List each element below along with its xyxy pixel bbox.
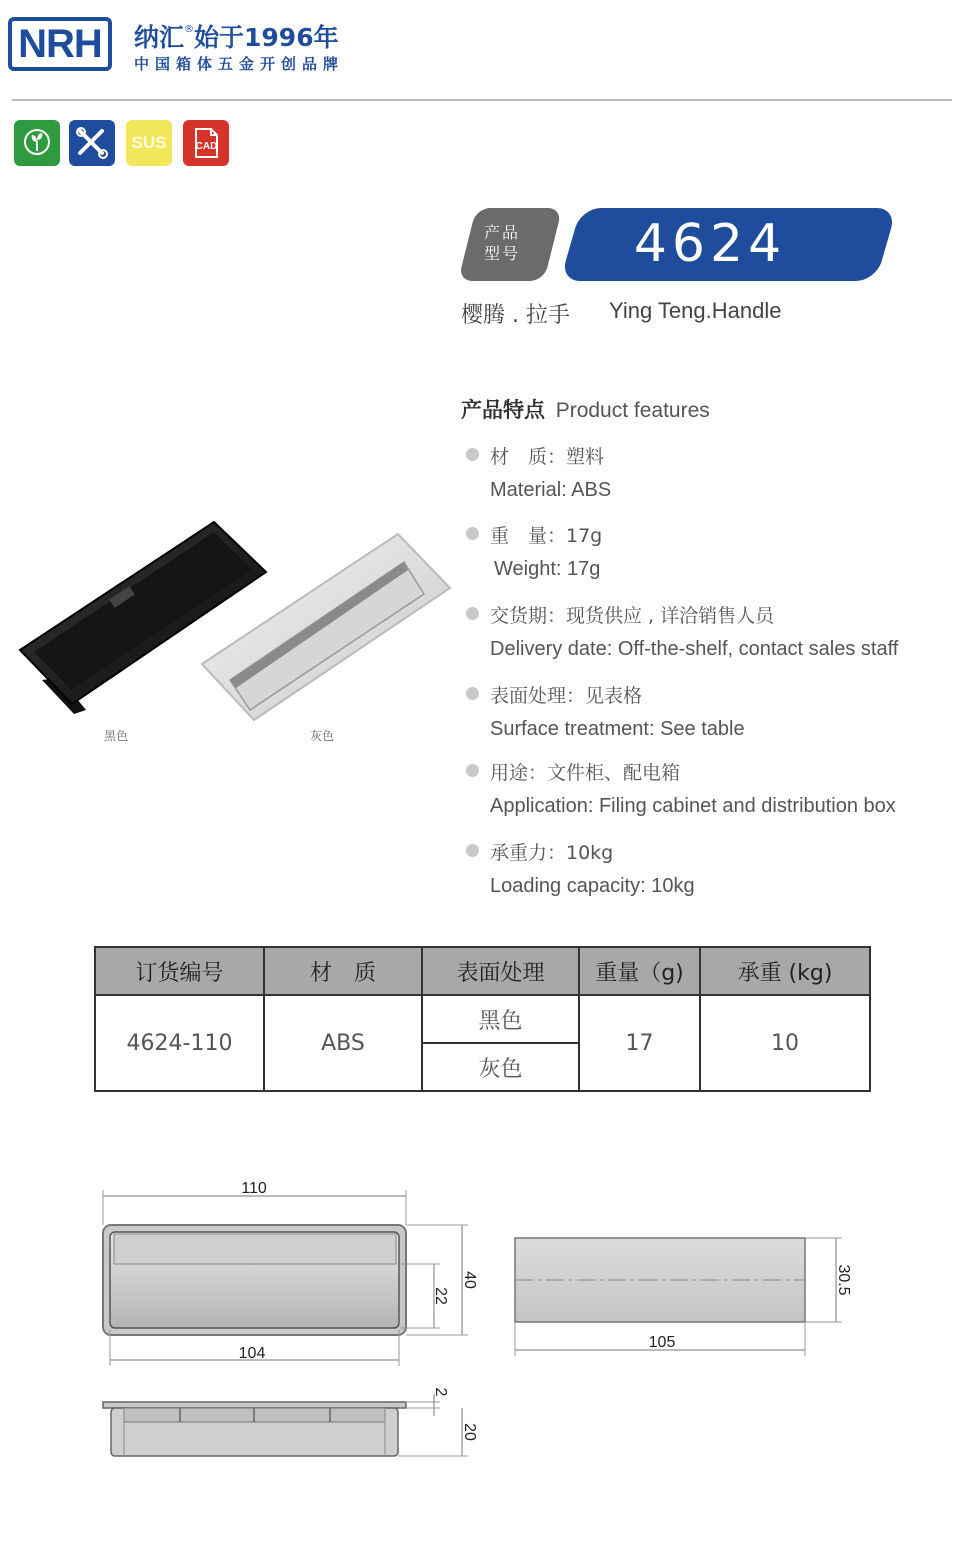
spec-table (94, 946, 871, 1092)
table-row (95, 995, 870, 1043)
svg-text:110: 110 (241, 1180, 267, 1197)
cell-finish-grey: 灰色 (422, 1043, 579, 1091)
feature-material: 材 质：塑料 Material: ABS (466, 442, 611, 502)
svg-text:2: 2 (432, 1387, 449, 1397)
header-divider (12, 99, 952, 101)
cell-material: ABS (264, 995, 422, 1091)
bullet-dot-icon (466, 687, 479, 700)
feature-weight: 重 量：17g Weight: 17g (466, 521, 602, 581)
bullet-dot-icon (466, 527, 479, 540)
features-title: 产品特点 Product features (461, 398, 710, 422)
cell-order-no: 4624-110 (95, 995, 264, 1091)
tools-icon (69, 120, 115, 166)
brand-tagline: 中国箱体五金开创品牌 (134, 55, 345, 73)
product-photo (14, 510, 454, 725)
product-name-cn: 樱腾 . 拉手 (461, 303, 570, 328)
cell-weight: 17 (579, 995, 700, 1091)
bottom-view-drawing (103, 1388, 478, 1456)
bullet-dot-icon (466, 607, 479, 620)
svg-text:104: 104 (238, 1345, 266, 1362)
sus-steel-icon: SUS (126, 120, 172, 166)
table-header-row (95, 947, 870, 995)
product-name-en: Ying Teng.Handle (609, 298, 782, 323)
svg-text:20: 20 (461, 1423, 478, 1441)
bullet-dot-icon (466, 448, 479, 461)
col-load: 承重 (kg) (700, 947, 870, 995)
svg-text:30.5: 30.5 (835, 1264, 852, 1296)
feature-delivery: 交货期：现货供应 , 详洽销售人员 Delivery date: Off-the-shelf, contact sales staff (466, 601, 898, 661)
feature-surface: 表面处理：见表格 Surface treatment: See table (466, 681, 745, 741)
cell-load: 10 (700, 995, 870, 1091)
model-tag-label: 产品 型号 (483, 223, 520, 263)
color-label-black: 黑色 (104, 729, 129, 743)
color-label-grey: 灰色 (310, 729, 335, 743)
bullet-dot-icon (466, 764, 479, 777)
col-weight: 重量（g) (579, 947, 700, 995)
col-finish: 表面处理 (422, 947, 579, 995)
svg-text:22: 22 (432, 1287, 449, 1305)
eco-seedling-icon (14, 120, 60, 166)
feature-load: 承重力：10kg Loading capacity: 10kg (466, 838, 695, 898)
svg-text:105: 105 (648, 1334, 676, 1351)
model-number: 4624 (633, 214, 787, 274)
side-view-drawing (515, 1238, 852, 1356)
svg-text:CAD: CAD (195, 141, 218, 152)
feature-application: 用途：文件柜、配电箱 Application: Filing cabinet and distribution box (466, 758, 896, 818)
technical-drawing (0, 1170, 960, 1490)
front-view-drawing (103, 1180, 478, 1366)
brand-name: 纳汇®始于1996年 (134, 23, 339, 52)
cad-file-icon (183, 120, 229, 166)
svg-text:40: 40 (461, 1271, 478, 1289)
cell-finish-black: 黑色 (422, 995, 579, 1043)
nrh-logo: NRH (8, 17, 112, 71)
col-material: 材 质 (264, 947, 422, 995)
col-order-no: 订货编号 (95, 947, 264, 995)
bullet-dot-icon (466, 844, 479, 857)
